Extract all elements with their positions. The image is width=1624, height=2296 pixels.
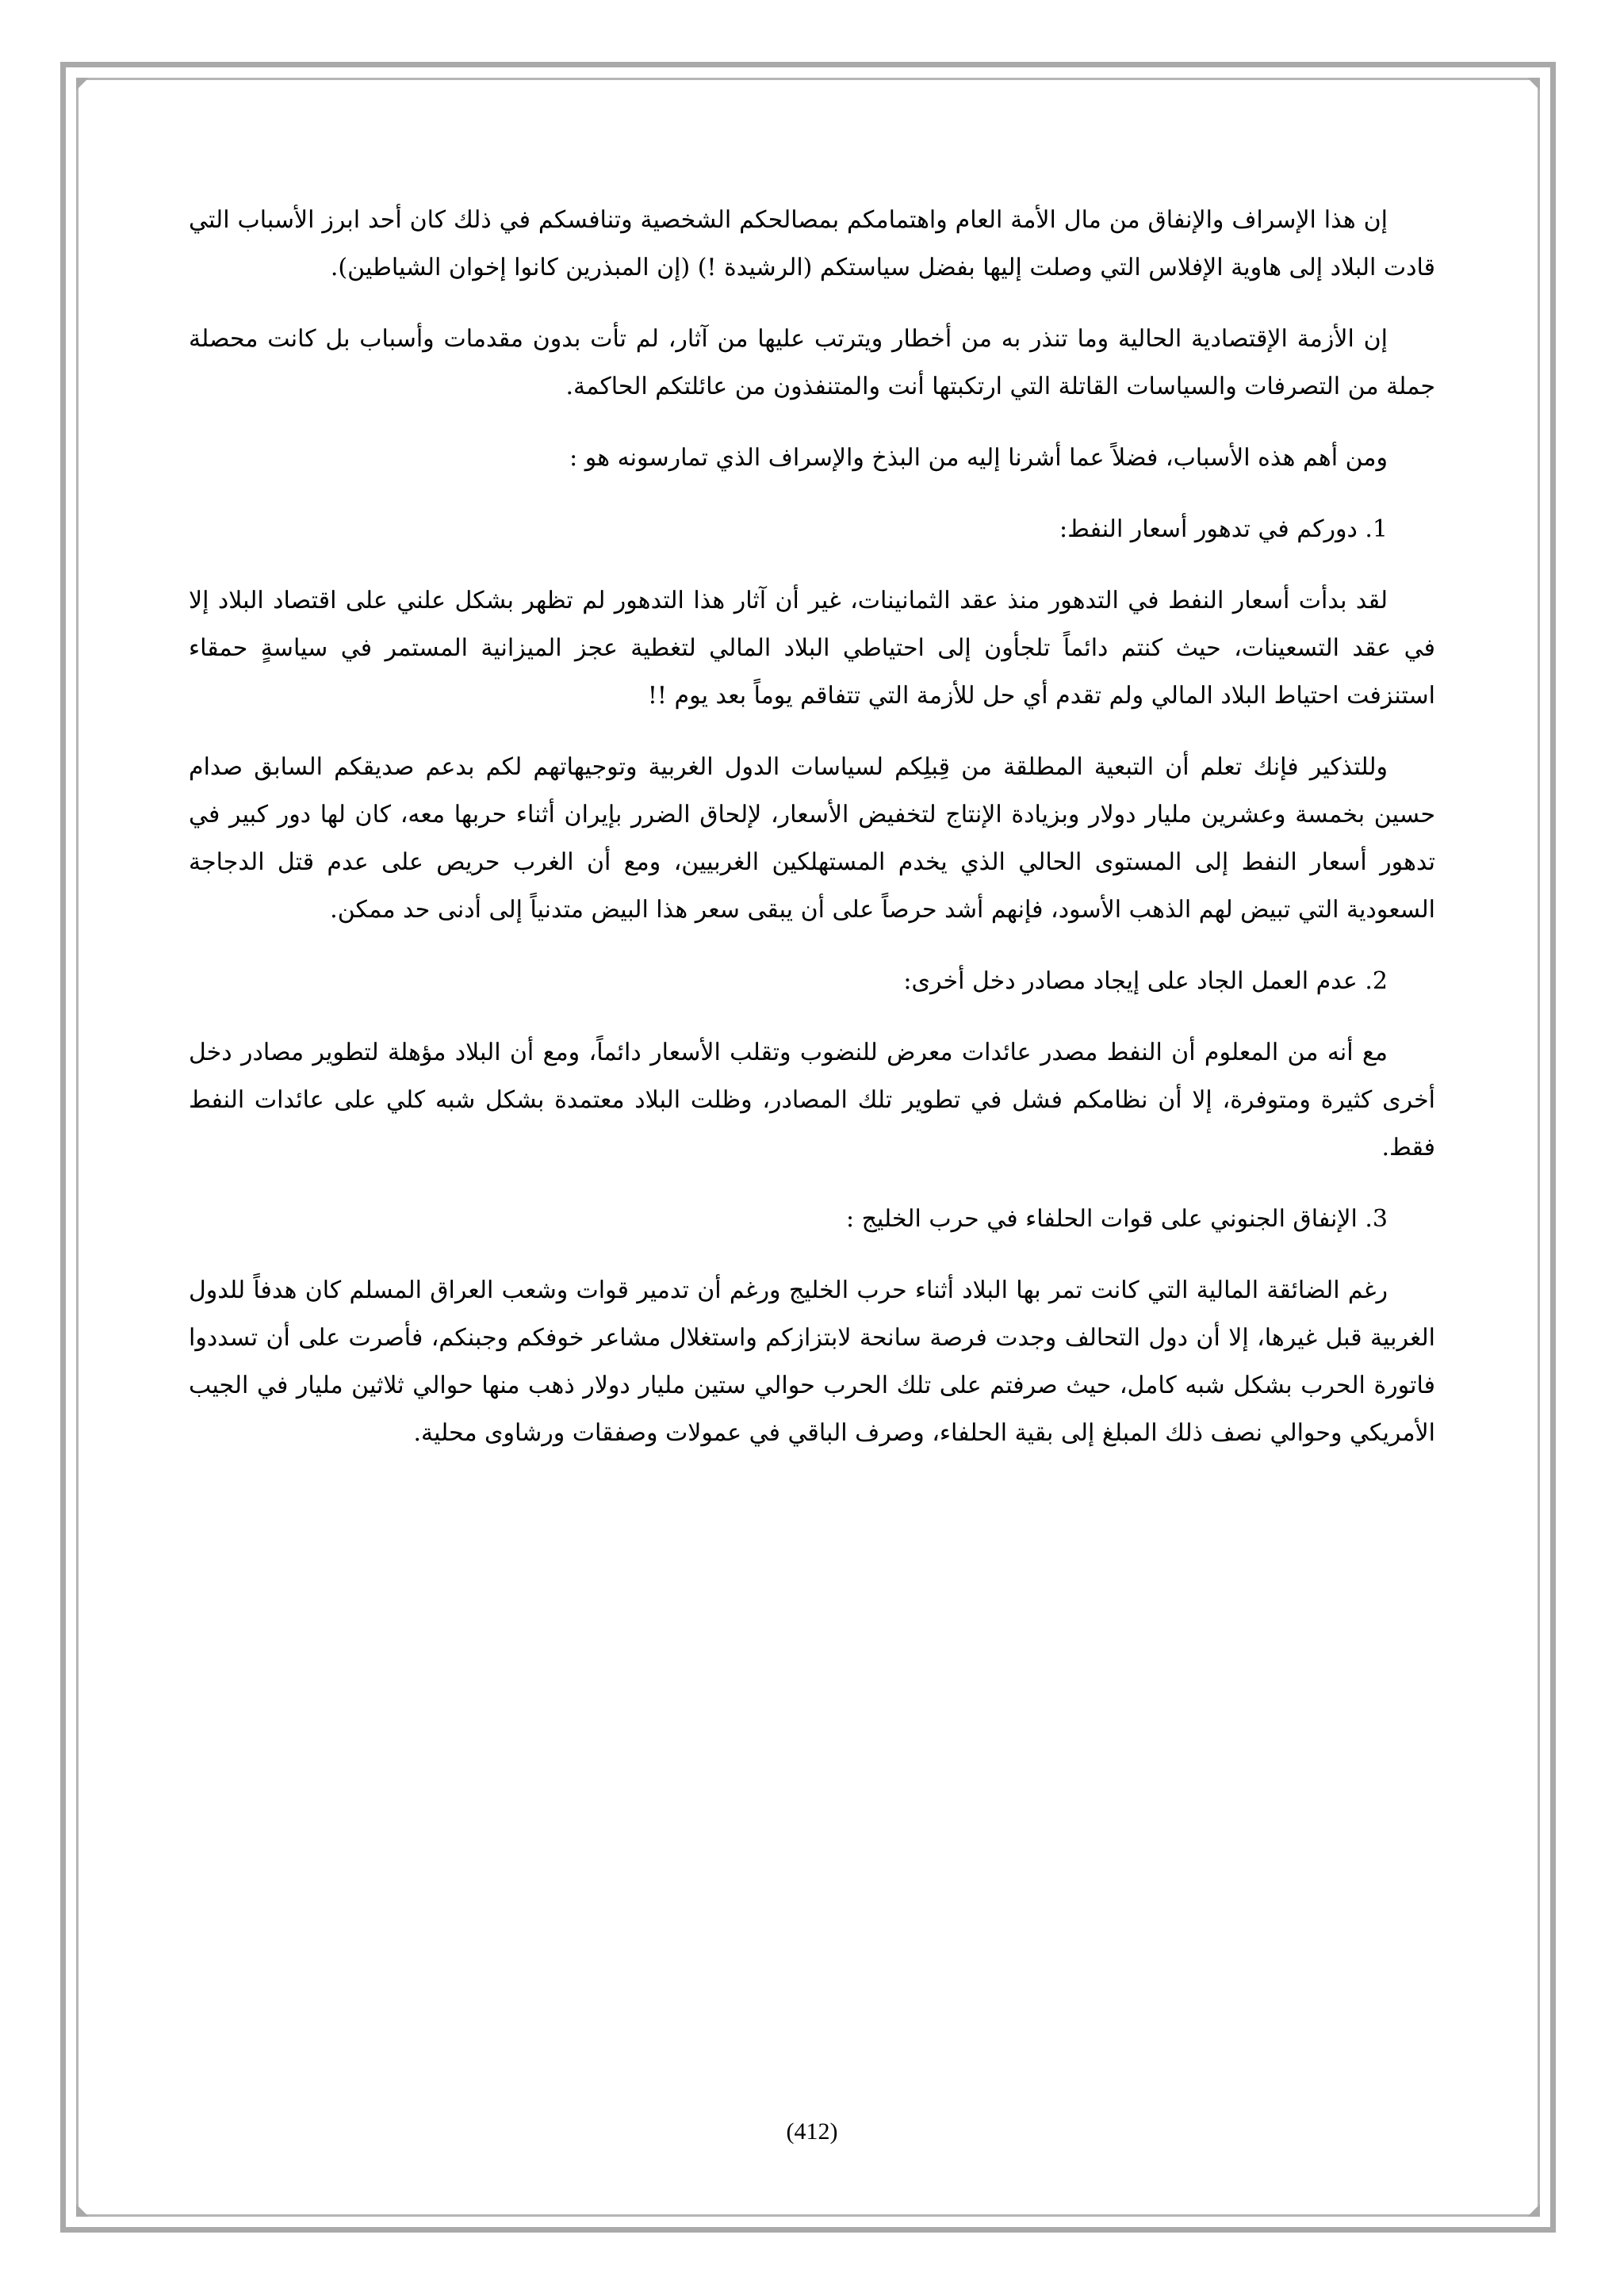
paragraph: مع أنه من المعلوم أن النفط مصدر عائدات معرض للنضوب وتقلب الأسعار دائماً، ومع أن البلاد مؤهلة لتطوير مصادر دخل أخرى كثيرة ومتوفرة، إلا أن نظامكم فشل في تطوير تلك المصادر، وظلت البلاد معتمدة بشكل شبه كلي على عائدات النفط فقط.	[189, 1039, 1435, 1161]
border-corner-ornament	[1527, 2204, 1540, 2217]
border-corner-ornament	[1527, 78, 1540, 90]
paragraph: رغم الضائقة المالية التي كانت تمر بها البلاد أثناء حرب الخليج ورغم أن تدمير قوات وشعب العراق المسلم كان هدفاً للدول الغربية قبل غيرها، إلا أن دول التحالف وجدت فرصة سانحة لابتزازكم واستغلال مشاعر خوفكم وجبنكم، فأصرت على أن تسددوا فاتورة الحرب بشكل شبه كامل، حيث صرفتم على تلك الحرب حوالي ستين مليار دولار ذهب منها حوالي ثلاثين مليار في الجيب الأمريكي وحوالي نصف ذلك المبلغ إلى بقية الحلفاء، وصرف الباقي في عمولات وصفقات ورشاوى محلية.	[189, 1276, 1435, 1447]
page-number: (412)	[786, 2118, 838, 2145]
paragraph: ومن أهم هذه الأسباب، فضلاً عما أشرنا إليه من البذخ والإسراف الذي تمارسونه هو :	[569, 444, 1388, 472]
section-heading: 2. عدم العمل الجاد على إيجاد مصادر دخل أخرى:	[903, 967, 1388, 995]
section-heading: 1. دوركم في تدهور أسعار النفط:	[1059, 515, 1388, 543]
paragraph: وللتذكير فإنك تعلم أن التبعية المطلقة من قِبلِكم لسياسات الدول الغربية وتوجيهاتهم لكم بدعم صديقكم السابق صدام حسين بخمسة وعشرين مليار دولار وبزيادة الإنتاج لتخفيض الأسعار، لإلحاق الضرر بإيران أثناء حربها معه، كان لها دور كبير في تدهور أسعار النفط إلى المستوى الحالي الذي يخدم المستهلكين الغربيين، ومع أن الغرب حريص على عدم قتل الدجاجة السعودية التي تبيض لهم الذهب الأسود، فإنهم أشد حرصاً على أن يبقى سعر هذا البيض متدنياً إلى أدنى حد ممكن.	[189, 753, 1435, 924]
document-body	[189, 197, 1435, 1481]
border-corner-ornament	[76, 78, 89, 90]
paragraph: إن هذا الإسراف والإنفاق من مال الأمة العام واهتمامكم بمصالحكم الشخصية وتنافسكم في ذلك كان أحد ابرز الأسباب التي قادت البلاد إلى هاوية الإفلاس التي وصلت إليها بفضل سياستكم (الرشيدة !) (إن المبذرين كانوا إخوان الشياطين).	[189, 206, 1435, 281]
section-heading: 3. الإنفاق الجنوني على قوات الحلفاء في حرب الخليج :	[845, 1205, 1388, 1233]
border-corner-ornament	[76, 2204, 89, 2217]
paragraph: لقد بدأت أسعار النفط في التدهور منذ عقد الثمانينات، غير أن آثار هذا التدهور لم تظهر بشكل علني على اقتصاد البلاد إلا في عقد التسعينات، حيث كنتم دائماً تلجأون إلى احتياطي البلاد المالي لتغطية عجز الميزانية المستمر في سياسةٍ حمقاء استنزفت احتياط البلاد المالي ولم تقدم أي حل للأزمة التي تتفاقم يوماً بعد يوم !!	[189, 587, 1435, 710]
paragraph: إن الأزمة الإقتصادية الحالية وما تنذر به من أخطار ويترتب عليها من آثار، لم تأت بدون مقدمات وأسباب بل كانت محصلة جملة من التصرفات والسياسات القاتلة التي ارتكبتها أنت والمتنفذون من عائلتكم الحاكمة.	[189, 325, 1435, 400]
